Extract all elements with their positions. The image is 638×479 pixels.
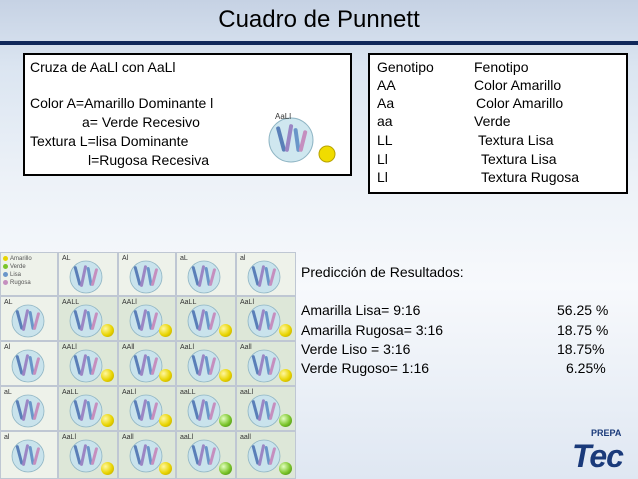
punnett-row-header [0,431,58,479]
prediction-percent: 56.25 % [557,302,609,318]
cell-nucleus [245,349,283,383]
yellow-pea-icon [101,462,114,475]
cell-nucleus [67,439,105,473]
cell-genotype-label: AALl [62,344,77,351]
cell-nucleus [185,260,223,294]
punnett-cell [118,341,176,386]
cell-nucleus [245,439,283,473]
legend-item [3,279,32,287]
cell-genotype-label: aL [4,389,12,396]
cell-genotype-label: AaLl [62,434,77,441]
cell-genotype-label: AL [4,299,13,306]
yellow-pea-icon [159,324,172,337]
yellow-pea-icon [279,369,292,382]
cell-genotype-label: AALl [122,299,137,306]
punnett-header-cell [176,252,236,296]
legend-item [3,271,32,279]
genotype-cell: LL [377,132,393,148]
logo-tec-text: Tec [572,438,623,474]
cell-nucleus [185,394,223,428]
genotype-cell: aa [377,113,393,129]
punnett-grid [0,252,296,479]
punnett-cell [176,341,236,386]
legend-item [3,255,32,263]
legend-label: Amarillo [10,256,32,262]
legend-item [3,263,32,271]
cross-cell-figure [265,112,343,164]
cell-nucleus [67,349,105,383]
punnett-row-header [0,386,58,431]
genotype-cell: AA [377,77,396,93]
phenotype-cell: Textura Lisa [478,132,554,148]
cell-nucleus [185,349,223,383]
punnett-cell [236,296,296,341]
cell-genotype-label: AaLL [62,389,79,396]
color-line: Color A=Amarillo Dominante l [30,95,214,111]
punnett-cell [58,296,118,341]
punnett-header-cell [118,252,176,296]
prediction-label: Verde Rugoso= 1:16 [301,360,430,376]
yellow-pea-icon [101,324,114,337]
phenotype-cell: Verde [474,113,511,129]
punnett-cell [58,431,118,479]
cell-nucleus [9,349,47,383]
punnett-cell [236,386,296,431]
cell-nucleus [245,394,283,428]
yellow-pea-icon [219,369,232,382]
punnett-header-cell [58,252,118,296]
punnett-square [0,252,296,479]
cell-genotype-label: aaLl [180,434,194,441]
punnett-cell [118,296,176,341]
cell-nucleus [9,304,47,338]
punnett-cell [236,431,296,479]
yellow-pea-icon [219,324,232,337]
prediction-percent: 18.75 % [557,322,609,338]
cell-genotype-label: al [240,255,246,262]
cell-nucleus [9,394,47,428]
prediction-label: Amarilla Lisa= 9:16 [301,302,421,318]
cell-nucleus [67,304,105,338]
legend-label: Rugosa [10,280,31,286]
prediction-heading: Predicción de Resultados: [301,264,464,280]
cell-nucleus [245,304,283,338]
punnett-header-cell [236,252,296,296]
punnett-cell [58,386,118,431]
cell-genotype-label: aL [180,255,188,262]
yellow-pea-icon [279,324,292,337]
recessive-texture-line: l=Rugosa Recesiva [88,152,210,168]
phenotype-cell: Textura Lisa [481,151,557,167]
punnett-cell [176,296,236,341]
cell-genotype-label: AL [62,255,71,262]
cell-genotype-label: al [4,434,10,441]
cell-genotype-label: aaLL [180,389,196,396]
cell-genotype-label: AaLl [180,344,195,351]
phenotype-cell: Color Amarillo [474,77,562,93]
cell-nucleus [67,260,105,294]
yellow-pea-icon [159,414,172,427]
cell-nucleus [185,439,223,473]
punnett-cell [176,386,236,431]
texture-line: Textura L=lisa Dominante [30,133,189,149]
prediction-percent: 6.25% [566,360,606,376]
logo-prepa-text: PREPA [591,428,622,438]
punnett-cell [176,431,236,479]
legend-cell [0,252,58,296]
punnett-cell [58,341,118,386]
cross-figure-label: AaLl [275,112,292,121]
cell-nucleus [245,260,283,294]
cell-genotype-label: aaLl [240,389,254,396]
phenotype-header: Fenotipo [474,59,529,75]
cell-genotype-label: Aall [122,434,134,441]
yellow-pea-icon [101,414,114,427]
green-pea-icon [279,414,292,427]
genotype-header: Genotipo [377,59,434,75]
green-pea-icon [219,462,232,475]
cell-genotype-label: Al [122,255,129,262]
green-pea-icon [279,462,292,475]
legend-label: Verde [10,264,26,270]
cell-genotype-label: AAll [122,344,135,351]
cell-nucleus [67,394,105,428]
yellow-pea-icon [159,462,172,475]
cell-genotype-label: AaLL [180,299,197,306]
legend-label: Lisa [10,272,22,278]
cell-genotype-label: AaLl [240,299,255,306]
cell-genotype-label: Aall [240,344,252,351]
yellow-pea-icon [159,369,172,382]
title-underline [0,41,638,45]
phenotype-cell: Textura Rugosa [481,169,580,185]
cell-genotype-label: aall [240,434,251,441]
cell-nucleus [127,260,165,294]
punnett-row-header [0,341,58,386]
genotype-cell: Aa [377,95,395,111]
page-title: Cuadro de Punnett [218,6,420,33]
cell-genotype-label: Al [4,344,11,351]
cell-genotype-label: AALL [62,299,80,306]
phenotype-cell: Color Amarillo [476,95,564,111]
prediction-percent: 18.75% [557,341,605,357]
punnett-cell [236,341,296,386]
recessive-color-line: a= Verde Recesivo [82,114,200,130]
green-pea-icon [219,414,232,427]
yellow-pea-icon [101,369,114,382]
punnett-row-header [0,296,58,341]
cell-genotype-label: AaLl [122,389,137,396]
punnett-cell [118,386,176,431]
prediction-label: Verde Liso = 3:16 [301,341,411,357]
genotype-cell: Ll [377,151,388,167]
cross-line: Cruza de AaLl con AaLl [30,59,176,75]
cell-nucleus [185,304,223,338]
genotype-cell: Ll [377,169,388,185]
genotype-phenotype-box [368,53,628,194]
cell-nucleus [9,439,47,473]
punnett-cell [118,431,176,479]
prediction-label: Amarilla Rugosa= 3:16 [301,322,444,338]
